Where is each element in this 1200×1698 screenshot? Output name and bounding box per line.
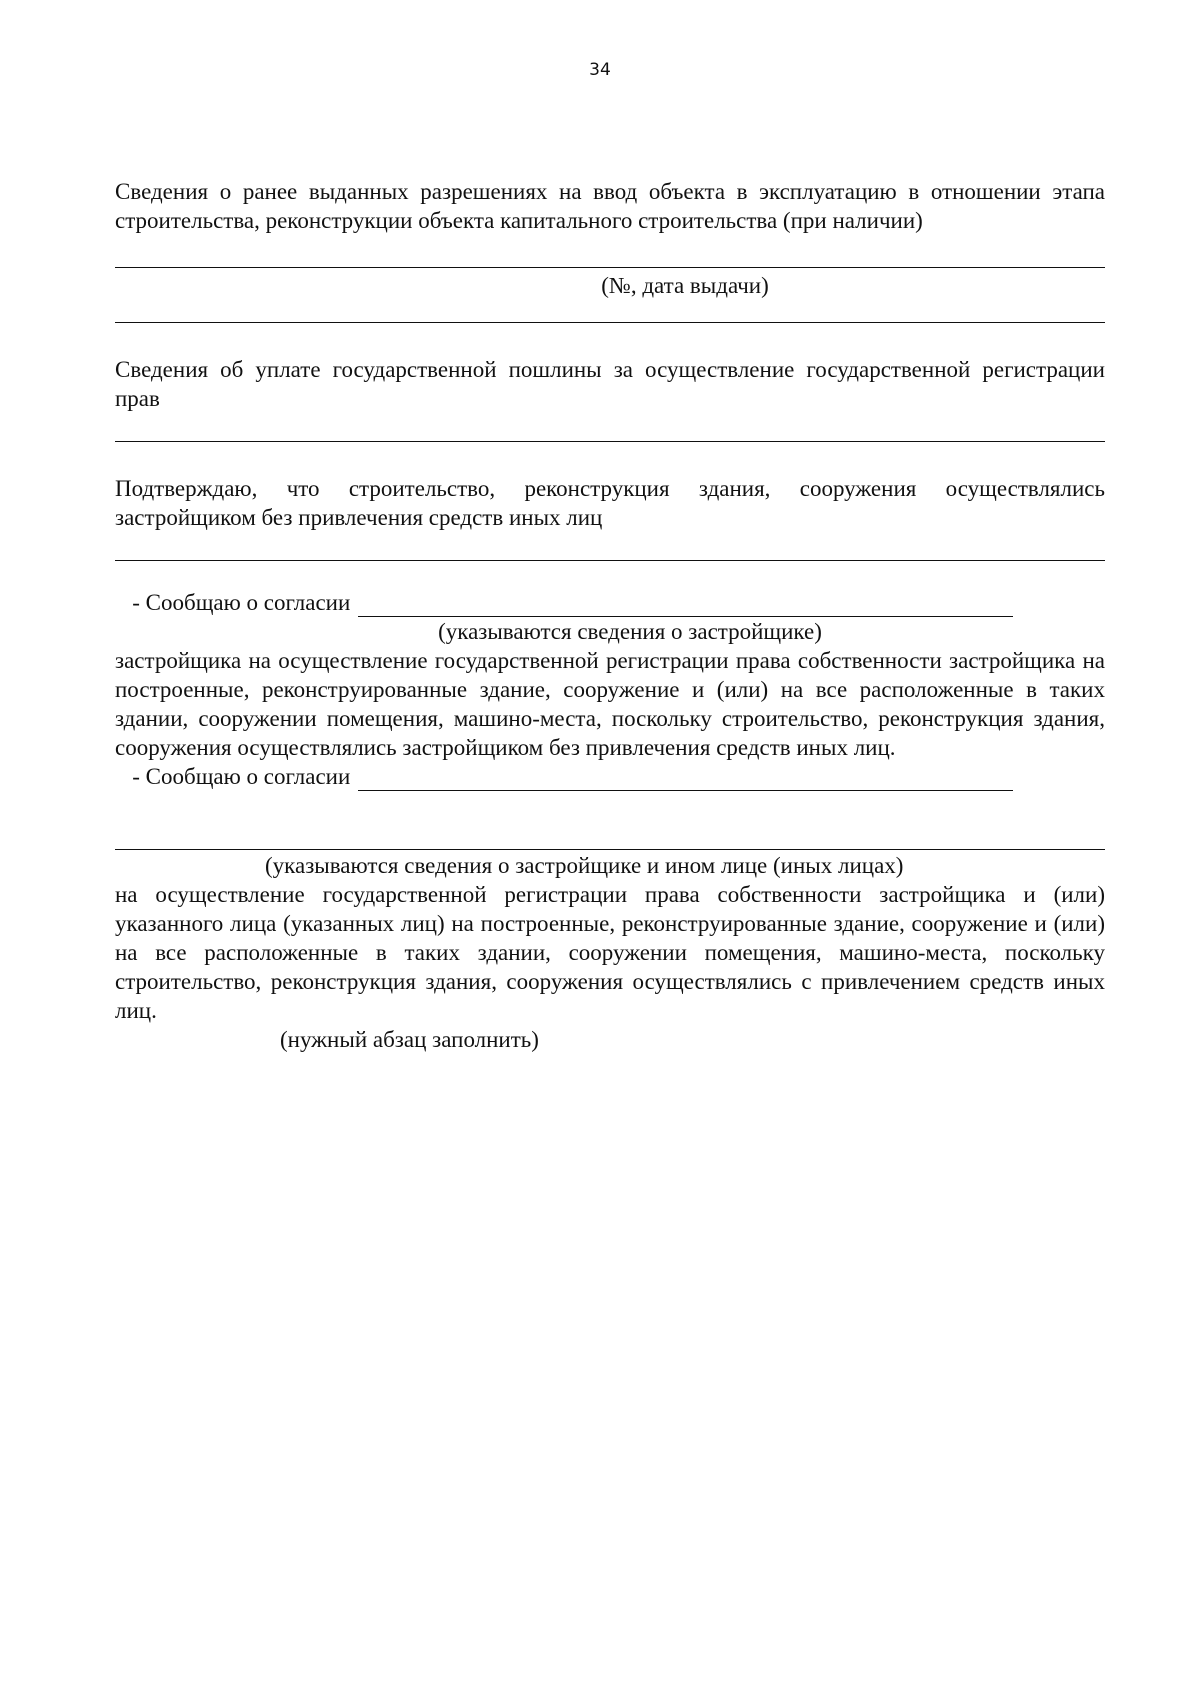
fee-text: Сведения об уплате государственной пошлины за осуществление государственной регистрации прав (115, 357, 1105, 411)
consent-1-text: застройщика на осуществление государственной регистрации права собственности застройщика на построенные, реконструированные здание, сооружение и (или) на все расположенные в таких здании, сооружении помещения, машино-места, поскольку строительство, реконструкция здания, сооружения осуществлялись застройщиком без привлечения средств иных лиц. (115, 648, 1105, 760)
fill-note: (нужный абзац заполнить) (280, 1027, 539, 1052)
prior-permits-text: Сведения о ранее выданных разрешениях на ввод объекта в эксплуатацию в отношении этапа строительства, реконструкции объекта капитального строительства (при наличии) (115, 179, 1105, 233)
consent-1-row (115, 588, 1105, 617)
consent-1-fill-line[interactable] (358, 594, 1013, 617)
consent-2-caption: (указываются сведения о застройщике и ином лице (иных лицах) (265, 853, 904, 878)
confirm-text: Подтверждаю, что строительство, реконструкция здания, сооружения осуществлялись застройщиком без привлечения средств иных лиц (115, 476, 1105, 530)
consent-2-lead: - Сообщаю о согласии (115, 764, 351, 789)
consent-2-fill-line-full[interactable] (115, 849, 1105, 850)
consent-2-text: на осуществление государственной регистрации права собственности застройщика и (или) указанного лица (указанных лиц) на построенные, реконструированные здание, сооружение и (или) на все расположенные в таких здании, сооружении помещения, машино-места, поскольку строительство, реконструкция здания, сооружения осуществлялись с привлечением средств иных лиц. (115, 882, 1105, 1023)
document-body (115, 177, 1105, 1054)
consent-2-fill-line[interactable] (358, 768, 1013, 791)
page-number: 34 (589, 60, 611, 80)
prior-permits-caption: (№, дата выдачи) (601, 273, 769, 298)
consent-1-lead: - Сообщаю о согласии (115, 590, 351, 615)
prior-permits-fill-line-1[interactable] (115, 267, 1105, 268)
consent-2-row (115, 762, 1105, 791)
consent-1-caption: (указываются сведения о застройщике) (438, 619, 822, 644)
